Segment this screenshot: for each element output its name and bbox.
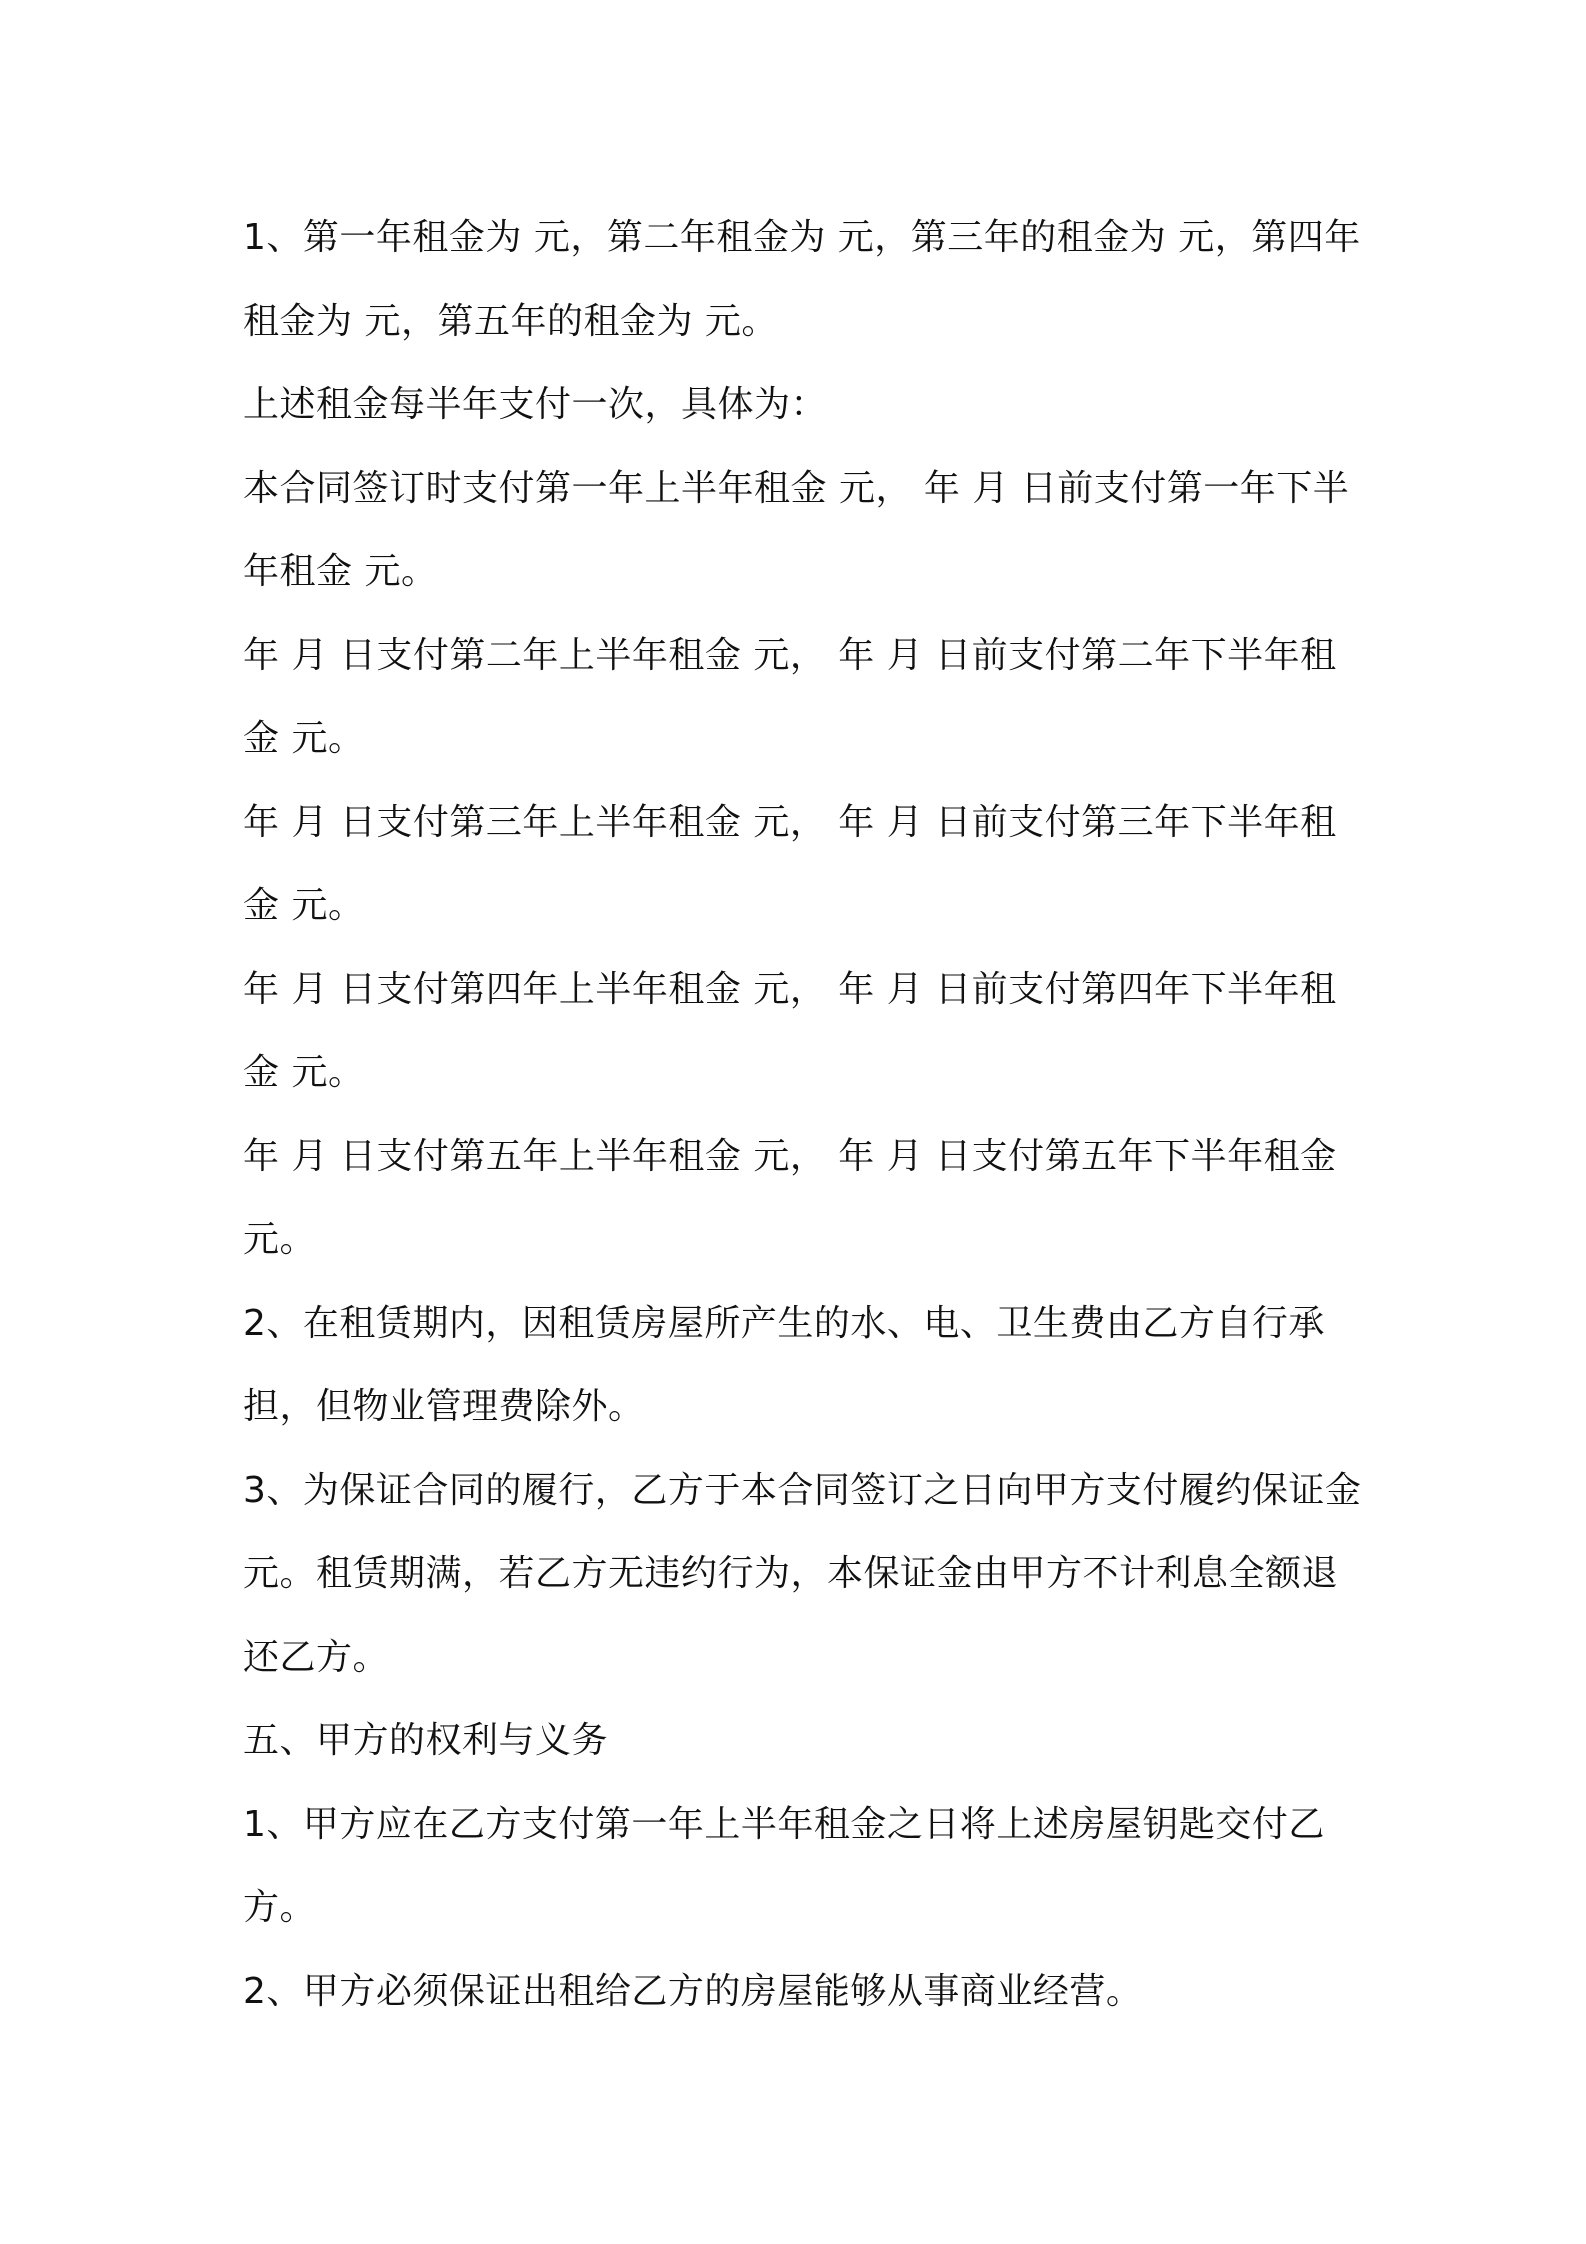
- document-body: [243, 196, 1363, 2033]
- paragraph-year-1-payment: 本合同签订时支付第一年上半年租金 元， 年 月 日前支付第一年下半年租金 元。: [243, 467, 1350, 592]
- paragraph-key-handover: 1、甲方应在乙方支付第一年上半年租金之日将上述房屋钥匙交付乙方。: [243, 1803, 1325, 1928]
- paragraph-year-3-payment: 年 月 日支付第三年上半年租金 元， 年 月 日前支付第三年下半年租金 元。: [243, 801, 1337, 926]
- section-heading-landlord-rights: 五、甲方的权利与义务: [243, 1720, 609, 1761]
- paragraph-year-4-payment: 年 月 日支付第四年上半年租金 元， 年 月 日前支付第四年下半年租金 元。: [243, 968, 1337, 1093]
- paragraph-payment-schedule-intro: 上述租金每半年支付一次，具体为：: [243, 384, 828, 425]
- paragraph-rent-amounts: 1、第一年租金为 元，第二年租金为 元，第三年的租金为 元，第四年租金为 元，第五年的租金为 元。: [243, 217, 1361, 342]
- paragraph-deposit: 3、为保证合同的履行，乙方于本合同签订之日向甲方支付履约保证金 元。租赁期满，若乙方无违约行为，本保证金由甲方不计利息全额退还乙方。: [243, 1469, 1362, 1678]
- paragraph-year-5-payment: 年 月 日支付第五年上半年租金 元， 年 月 日支付第五年下半年租金 元。: [243, 1135, 1337, 1260]
- paragraph-utility-fees: 2、在租赁期内，因租赁房屋所产生的水、电、卫生费由乙方自行承担，但物业管理费除外。: [243, 1302, 1325, 1427]
- paragraph-year-2-payment: 年 月 日支付第二年上半年租金 元， 年 月 日前支付第二年下半年租金 元。: [243, 634, 1337, 759]
- paragraph-business-use-guarantee: 2、甲方必须保证出租给乙方的房屋能够从事商业经营。: [243, 1970, 1143, 2012]
